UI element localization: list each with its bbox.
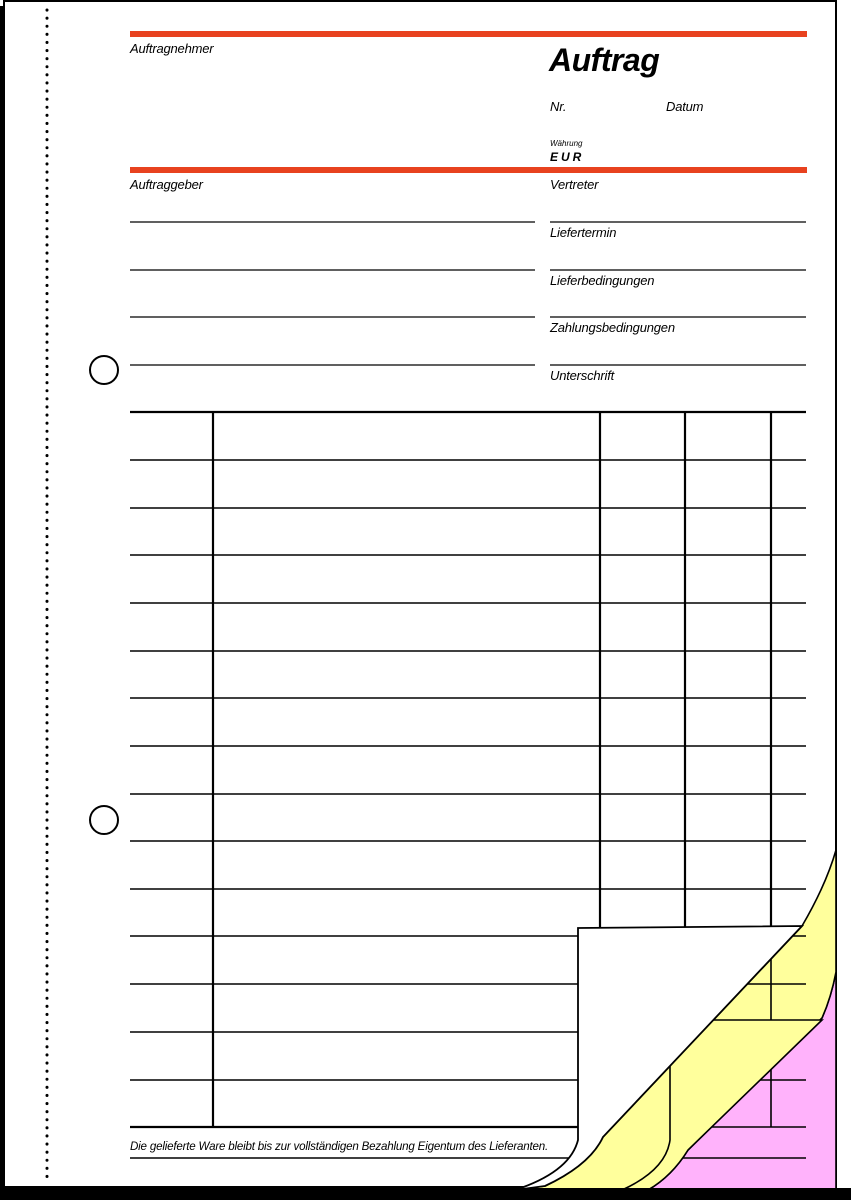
sheet-shadow-bottom: [0, 1188, 851, 1200]
footer-note: Die gelieferte Ware bleibt bis zur vollständigen Bezahlung Eigentum des Lieferanten.: [130, 1140, 549, 1153]
form-title: Auftrag: [549, 42, 660, 78]
contractor-label: Auftragnehmer: [130, 41, 214, 56]
client-label: Auftraggeber: [130, 177, 203, 192]
currency-label: Währung: [550, 139, 583, 148]
representative-label: Vertreter: [550, 177, 599, 192]
currency-value: EUR: [550, 150, 585, 164]
date-label: Datum: [666, 99, 704, 114]
delivery-terms-label: Lieferbedingungen: [550, 273, 655, 288]
delivery-date-label: Liefertermin: [550, 225, 617, 240]
signature-label: Unterschrift: [550, 368, 615, 383]
payment-terms-label: Zahlungsbedingungen: [550, 320, 675, 335]
number-label: Nr.: [550, 99, 567, 114]
